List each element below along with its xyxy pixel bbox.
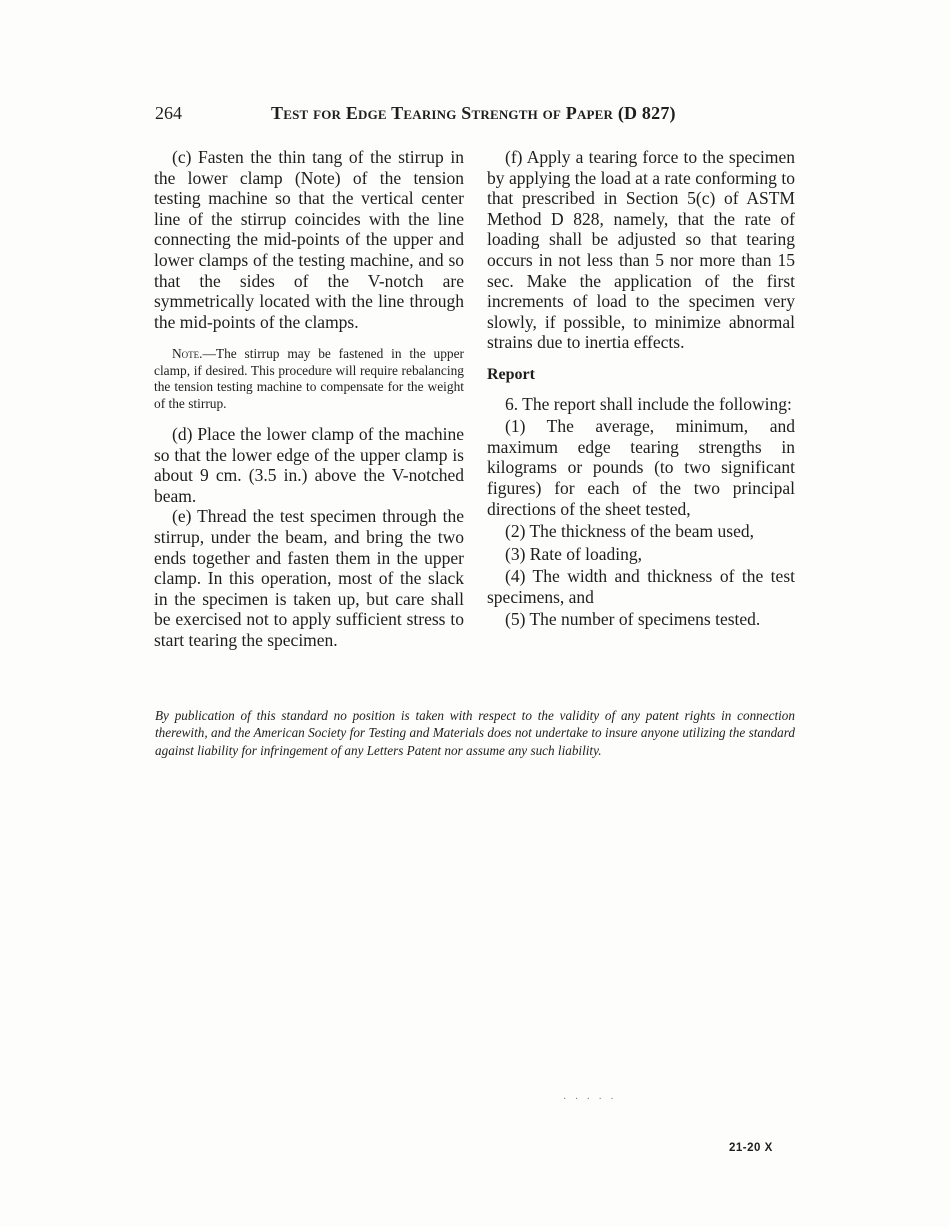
paragraph-d: (d) Place the lower clamp of the machine so that the lower edge of the upper clamp is about 9 cm. (3.5 in.) above the V-notched beam.: [154, 423, 464, 506]
left-column: [154, 147, 464, 651]
report-item-5: (5) The number of specimens tested.: [505, 609, 761, 630]
report-heading: Report: [487, 365, 535, 383]
paragraph-f: (f) Apply a tearing force to the specimen by applying the load at a rate conforming to that prescribed in Section 5(c) of ASTM Method D 828, namely, that the rate of loading shall be adjusted so that tearing occurs in not less than 5 nor more than 15 sec. Make the application of the first increments of load to the specimen very slowly, if possible, to minimize abnormal strains due to inertia effects.: [487, 147, 795, 353]
paragraph-c: (c) Fasten the thin tang of the stirrup in the lower clamp (Note) of the tension testing machine so that the vertical center line of the stirrup coincides with the line connecting the mid-points of the upper and lower clamps of the testing machine, and so that the sides of the V-notch are symmetrically located with the line through the mid-points of the clamps.: [154, 147, 464, 332]
page-header: [155, 103, 795, 131]
right-column: [487, 147, 795, 630]
note: [154, 346, 464, 412]
paragraph-e: (e) Thread the test specimen through the stirrup, under the beam, and bring the two ends together and fasten them in the upper clamp. In this operation, most of the slack in the specimen is taken up, but care shall be exercised not to apply sufficient stress to start tearing the specimen.: [154, 506, 464, 650]
scan-specks: · · · · ·: [563, 1094, 617, 1105]
paragraph-6: 6. The report shall include the following:: [505, 393, 792, 414]
note-text: —The stirrup may be fastened in the upper clamp, if desired. This procedure will require rebalancing the tension testing machine to compensate for the weight of the stirrup.: [154, 346, 464, 411]
report-item-1: (1) The average, minimum, and maximum edge tearing strengths in kilograms or pounds (to two significant figures) for each of the two principal directions of the sheet tested,: [487, 416, 795, 519]
note-label: Note.: [172, 346, 203, 362]
page-number: 264: [155, 103, 182, 123]
document-code: 21-20 X: [729, 1142, 773, 1154]
patent-disclaimer: By publication of this standard no position is taken with respect to the validity of any patent rights in connection therewith, and the American Society for Testing and Materials does not undertake to insure anyone utilizing the standard against liability for infringement of any Letters Patent nor assume any such liability.: [155, 708, 795, 758]
report-item-3: (3) Rate of loading,: [505, 543, 643, 564]
report-item-2: (2) The thickness of the beam used,: [505, 521, 754, 542]
running-title: Test for Edge Tearing Strength of Paper (D 827): [271, 103, 676, 123]
report-item-4: (4) The width and thickness of the test specimens, and: [487, 566, 795, 607]
